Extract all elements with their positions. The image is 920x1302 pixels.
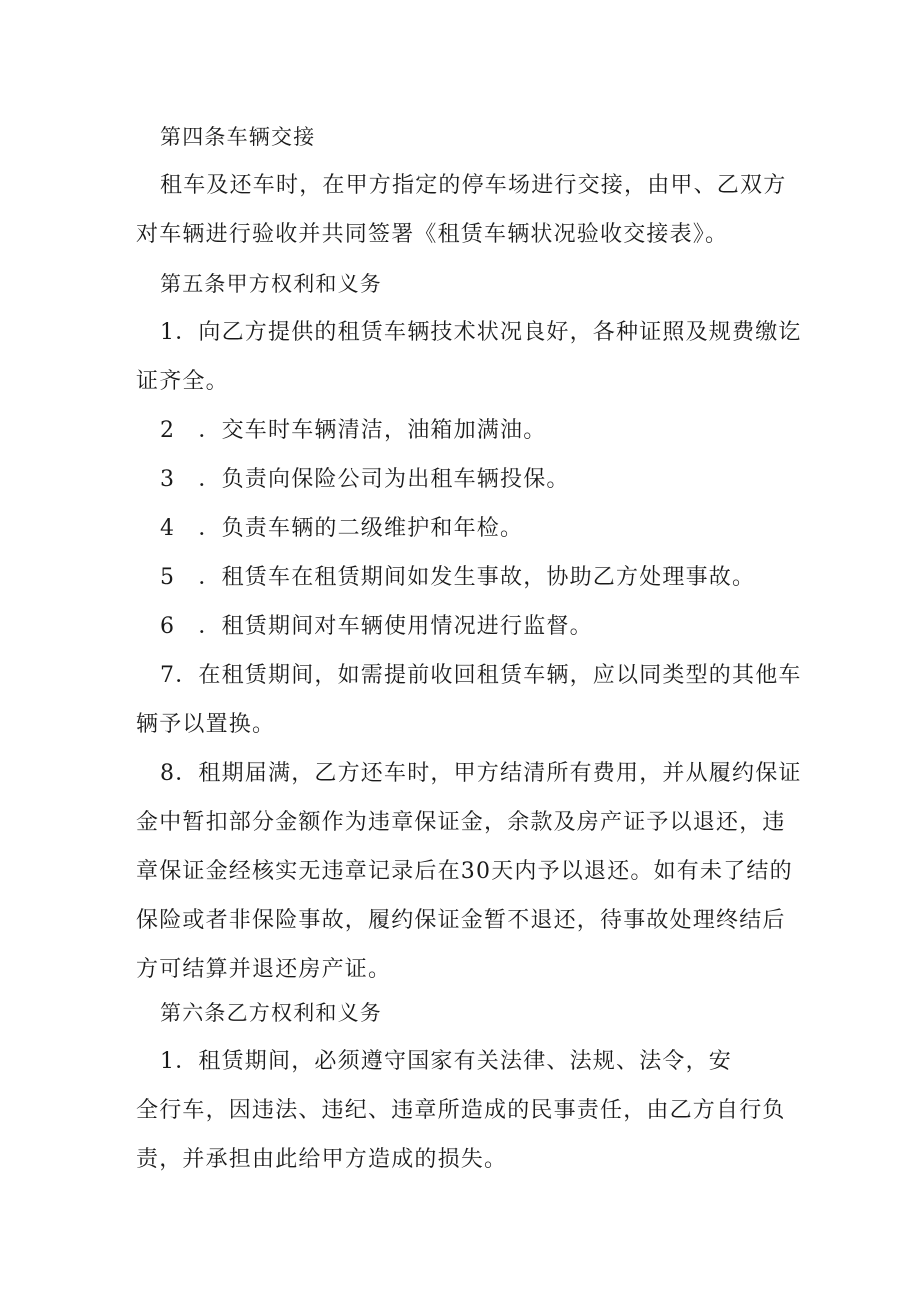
article-6-heading: 第六条乙方权利和义务 [160,1001,382,1025]
article-4-paragraph-line: 对车辆进行验收并共同签署《租赁车辆状况验收交接表》。 [136,222,729,247]
article-5-item-8-line: 8．租期届满，乙方还车时，甲方结清所有费用，并从履约保证 [160,761,802,786]
article-5-item-3: 3 ．负责向保险公司为出租车辆投保。 [160,467,570,492]
article-6-item-1-line: 全行车，因违法、违纪、违章所造成的民事责任，由乙方自行负 [136,1098,786,1123]
article-5-item-7-line: 7．在租赁期间，如需提前收回租赁车辆，应以同类型的其他车 [160,663,802,688]
article-5-item-1-line: 证齐全。 [136,369,229,394]
article-4-heading: 第四条车辆交接 [160,125,316,149]
article-6-item-1-line: 1．租赁期间，必须遵守国家有关法律、法规、法令，安 [160,1049,732,1074]
article-5-item-8-line: 金中暂扣部分金额作为违章保证金，余款及房产证予以退还，违 [136,810,786,835]
article-5-item-8-line: 章保证金经核实无违章记录后在30天内予以退还。如有未了结的 [136,859,793,884]
article-5-item-1-line: 1．向乙方提供的租赁车辆技术状况良好，各种证照及规费缴讫 [160,320,802,345]
article-6-item-1-line: 责，并承担由此给甲方造成的损失。 [136,1147,508,1172]
article-5-item-8-line: 方可结算并退还房产证。 [136,957,392,982]
article-5-item-6: 6 ．租赁期间对车辆使用情况进行监督。 [160,614,593,639]
article-5-item-5: 5 ．租赁车在租赁期间如发生事故，协助乙方处理事故。 [160,565,756,590]
article-4-paragraph-line: 租车及还车时，在甲方指定的停车场进行交接，由甲、乙双方 [160,173,787,198]
article-5-item-4: 4 ．负责车辆的二级维护和年检。 [160,516,524,541]
article-5-item-2: 2 ．交车时车辆清洁，油箱加满油。 [160,418,547,443]
article-5-item-8-line: 保险或者非保险事故，履约保证金暂不退还，待事故处理终结后 [136,908,786,933]
article-5-item-7-line: 辆予以置换。 [136,712,276,737]
article-5-heading: 第五条甲方权利和义务 [160,272,382,296]
